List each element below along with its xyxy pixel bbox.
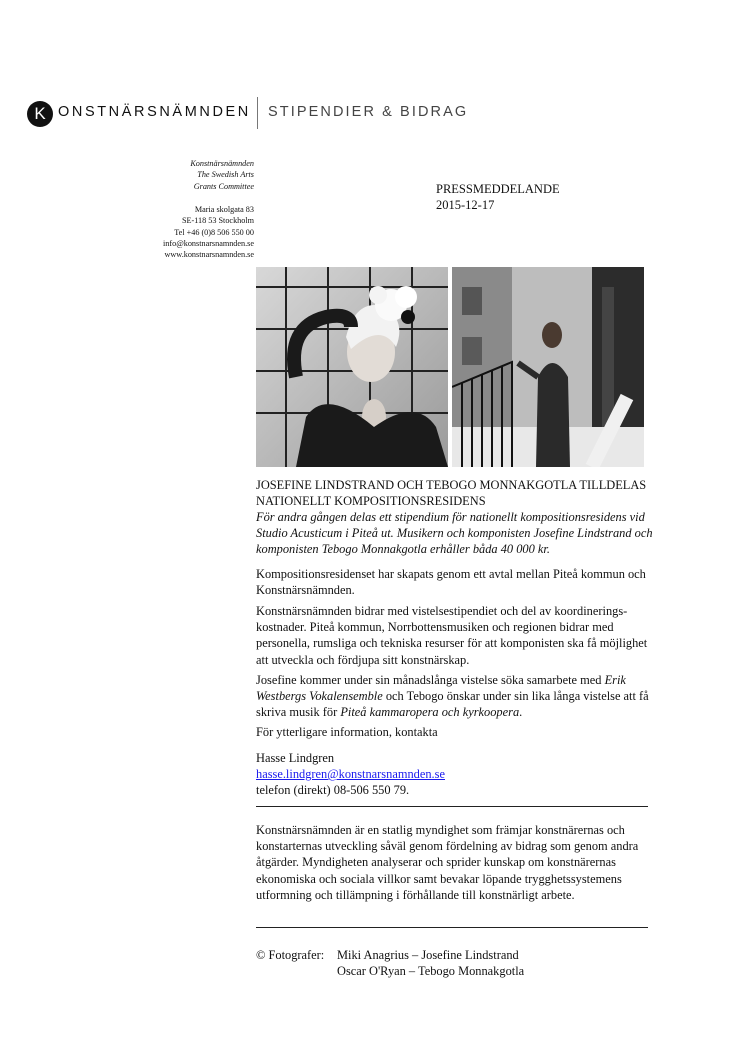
article-paragraph-3 — [256, 672, 654, 721]
sender-name-sv: Konstnärsnämnden — [190, 159, 254, 168]
credit-line-1: Miki Anagrius – Josefine Lindstrand — [337, 948, 519, 962]
article-paragraph-1 — [256, 566, 654, 598]
sender-address — [120, 204, 254, 260]
article-paragraph-2 — [256, 603, 654, 668]
paragraph-3-part-e: . — [519, 705, 523, 720]
paragraph-4-text: För ytterligare information, kontakta — [256, 725, 438, 739]
photo-tebogo-monnakgotla — [452, 267, 644, 467]
sender-org — [120, 158, 254, 192]
intro-text: För andra gången delas ett stipendium för nationellt kompositionsresidens vid Studio Acusticum i Piteå ut. Musikern och komponisten Josefine Lindstrand och komponisten Tebogo Monnakgotla erhåller båda 40 000 kr. — [256, 510, 653, 557]
contact-email-link[interactable]: hasse.lindgren@konstnarsnamnden.se — [256, 767, 445, 782]
logo-mark: K — [27, 101, 53, 127]
logo-divider — [257, 97, 258, 129]
contact-phone: telefon (direkt) 08-506 550 79. — [256, 783, 410, 798]
sender-street: Maria skolgata 83 — [194, 205, 254, 214]
sender-name-en-2: Grants Committee — [193, 181, 254, 191]
sender-web: www.konstnarsnamnden.se — [164, 250, 254, 260]
article-paragraph-4 — [256, 724, 654, 740]
opera-name: Piteå kammaropera och kyrkoopera — [340, 705, 520, 720]
paragraph-3-part-a: Josefine kommer under sin månadslånga vistelse söka samarbete med — [256, 673, 605, 687]
paragraph-2-text: Konstnärsnämnden bidrar med vistelsestipendiet och del av koordinerings-kostnader. Piteå kommun, Norrbottensmusiken och regionen bidrar med personella, rumsliga och tekniska resurser för att komponisten ska få möjlighet att utveckla och fördjupa sitt konstnärskap. — [256, 604, 648, 667]
divider-top — [256, 806, 648, 807]
paragraph-3-part-c: och Tebogo önskar under sin lika långa vistelse att få skriva musik för — [256, 689, 649, 720]
article-headline — [256, 477, 654, 509]
contact-block — [256, 750, 654, 799]
article-intro — [256, 509, 654, 558]
paragraph-1-text: Kompositionsresidenset har skapats genom ett avtal mellan Piteå kommun och Konstnärsnämnden. — [256, 567, 646, 598]
about-text: Konstnärsnämnden är en statlig myndighet som främjar konstnärernas och konstarternas utveckling såväl genom fördelning av bidrag som genom andra åtgärder. Myndigheten analyserar och sprider kunskap om konstnärernas ekonomiska och sociala villkor samt bevakar löpande trygghetssystemens utformning och tillämpning i förhållande till konstnärligt arbete. — [256, 823, 639, 902]
credits-label: © Fotografer: — [256, 948, 325, 962]
paragraph-3-text — [256, 672, 654, 721]
about-organisation — [256, 822, 654, 903]
ensemble-name: Erik Westbergs Vokalensemble — [256, 673, 626, 704]
contact-name: Hasse Lindgren — [256, 751, 335, 765]
sender-postcode: SE-118 53 Stockholm — [181, 216, 254, 226]
logo-tagline: STIPENDIER & BIDRAG — [268, 104, 469, 120]
headline-text: JOSEFINE LINDSTRAND OCH TEBOGO MONNAKGOTLA TILLDELAS NATIONELLT KOMPOSITIONSRESIDENS — [256, 478, 647, 509]
logo-wordmark: ONSTNÄRSNÄMNDEN — [58, 104, 251, 120]
credit-line-2: Oscar O'Ryan – Tebogo Monnakgotla — [337, 964, 525, 979]
photo-josefine-lindstrand — [256, 267, 448, 467]
press-date: 2015-12-17 — [436, 198, 495, 212]
sender-name-en-1: The Swedish Arts — [197, 170, 254, 180]
sender-phone: Tel +46 (0)8 506 550 00 — [174, 227, 254, 237]
photo-credits — [256, 947, 524, 979]
press-header — [436, 181, 560, 213]
divider-bottom — [256, 927, 648, 928]
press-label: PRESSMEDDELANDE — [436, 182, 560, 196]
sender-email: info@konstnarsnamnden.se — [163, 238, 254, 248]
